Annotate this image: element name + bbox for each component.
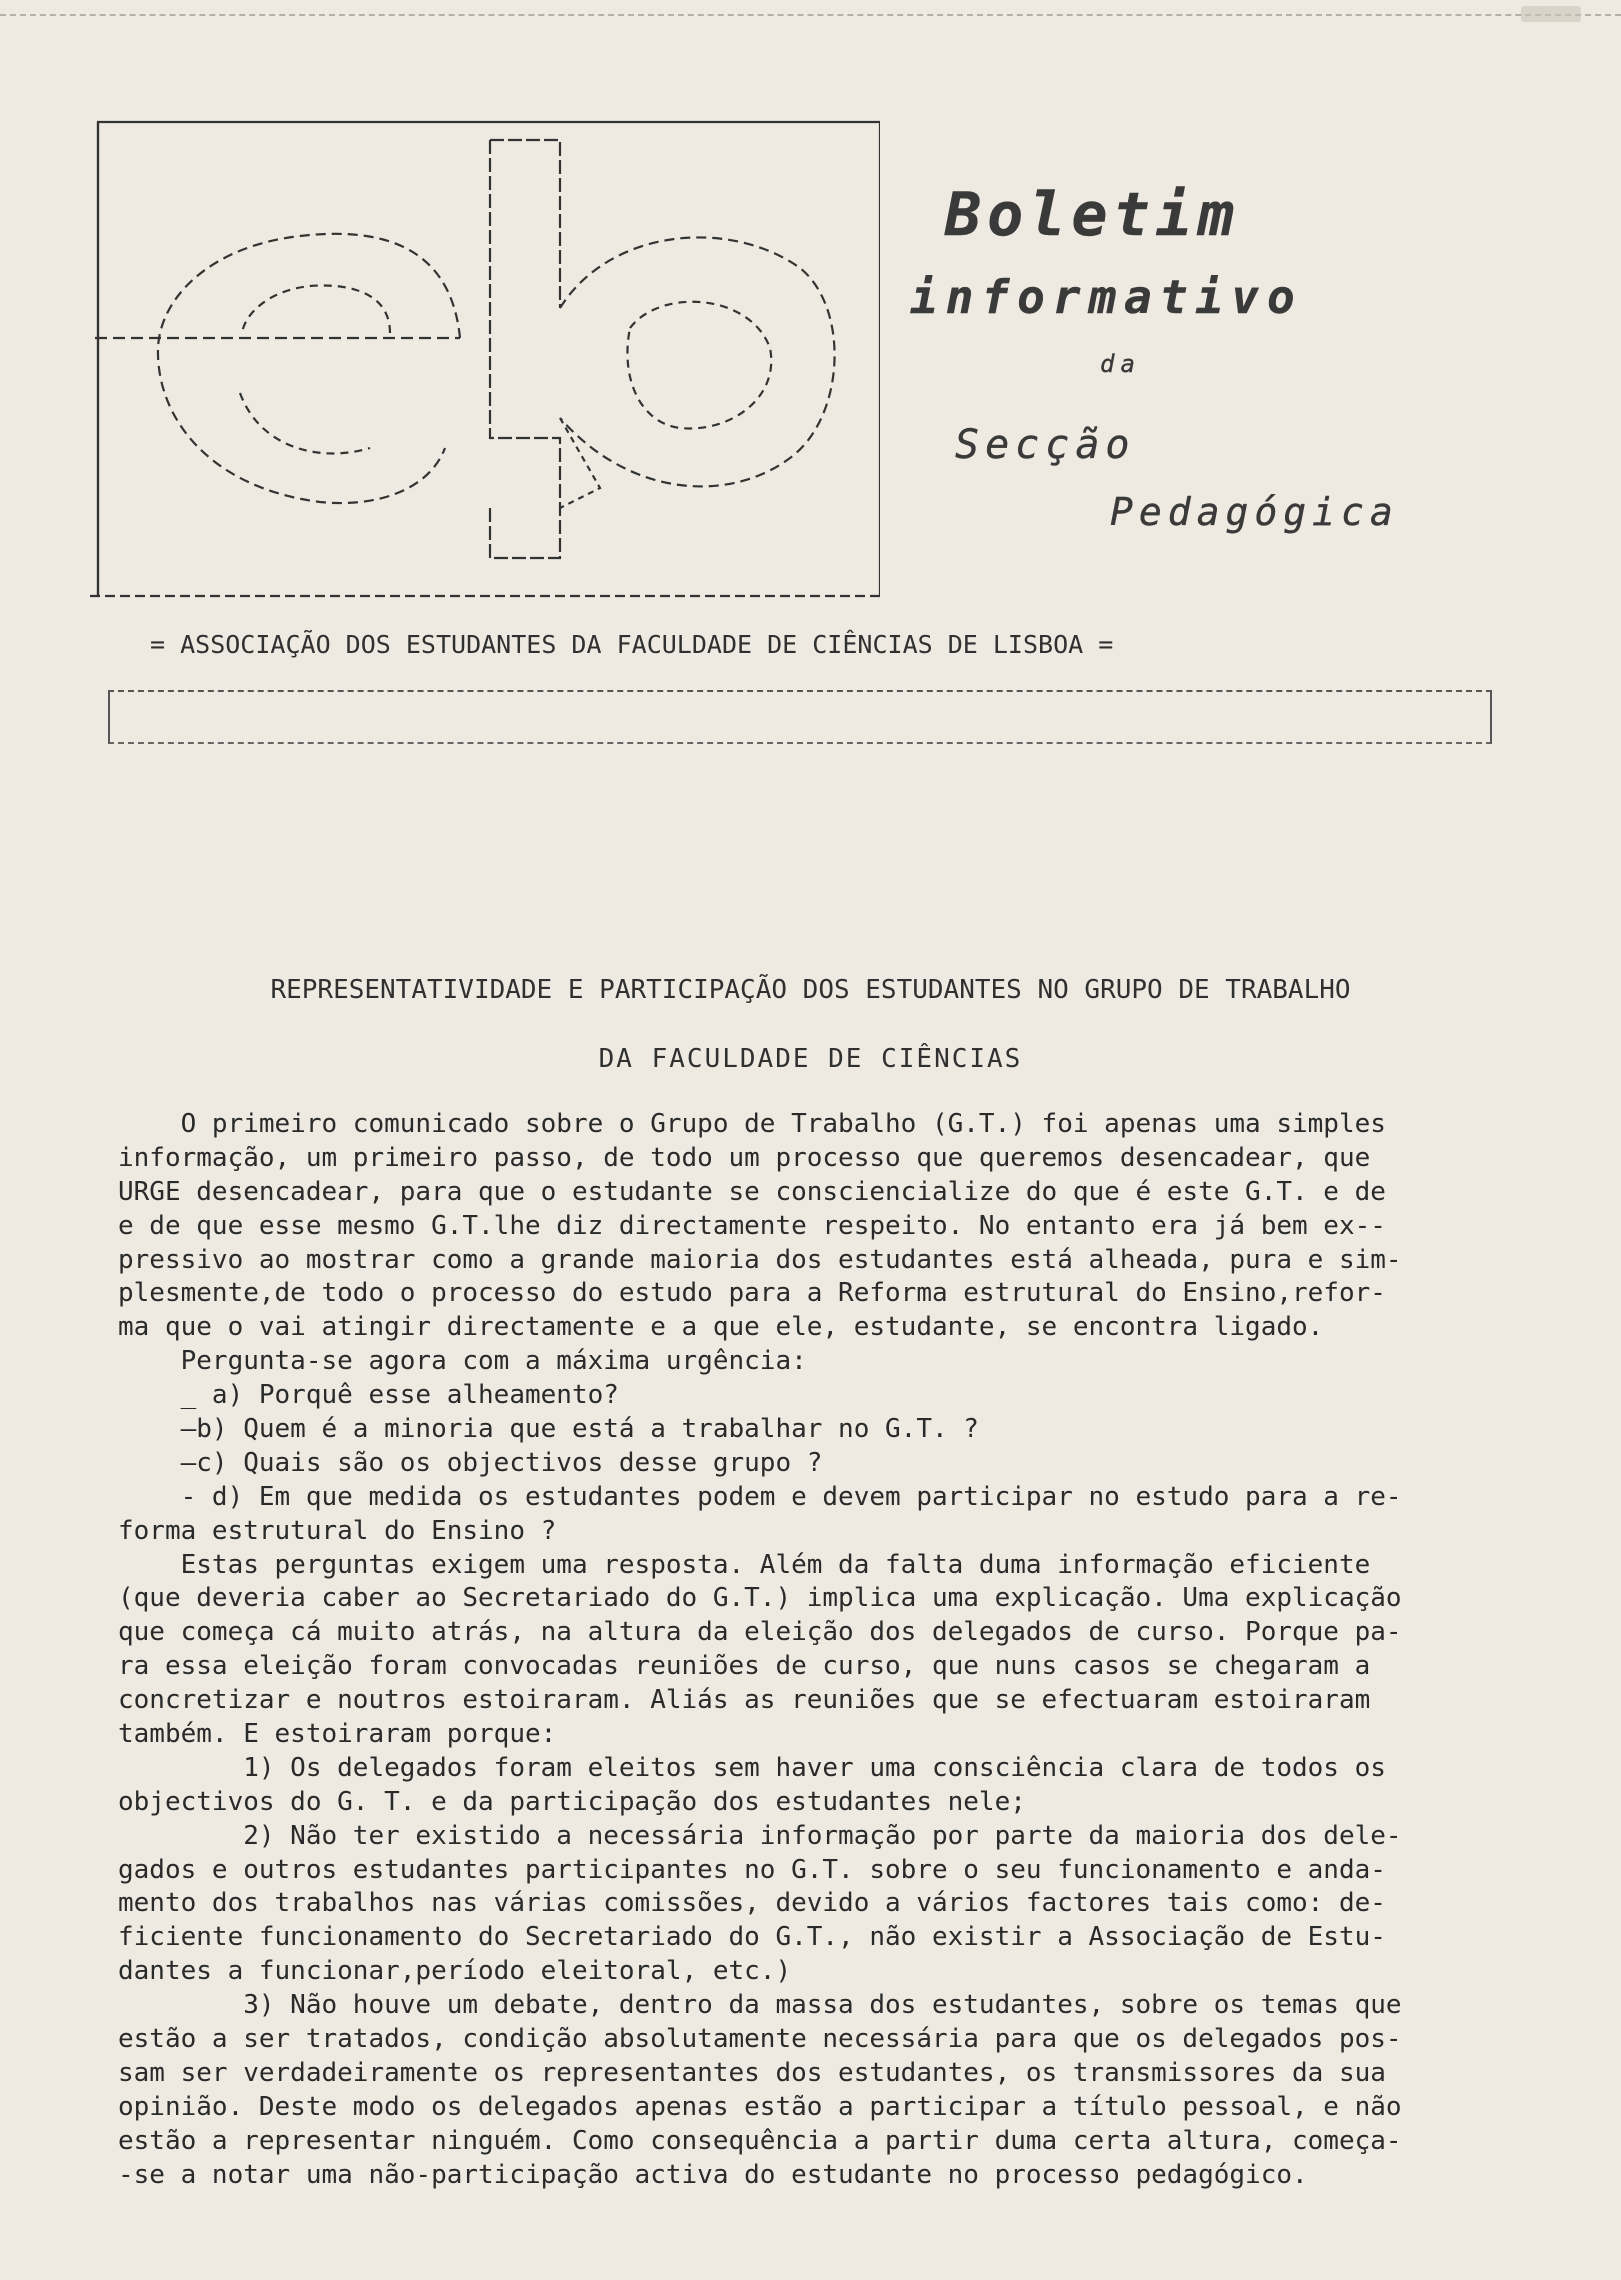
corner-mark <box>1521 6 1581 22</box>
article-subheading: DA FACULDADE DE CIÊNCIAS <box>598 1044 1023 1074</box>
body-line: forma estrutural do Ensino ? <box>118 1515 557 1546</box>
body-line: 2) Não ter existido a necessária informação por parte da maioria dos dele- <box>118 1820 1402 1851</box>
body-line: também. E estoiraram porque: <box>118 1719 557 1750</box>
body-line: sam ser verdadeiramente os representantes dos estudantes, os transmissores da sua <box>118 2057 1386 2088</box>
body-line: - d) Em que medida os estudantes podem e devem participar no estudo para a re- <box>118 1481 1402 1512</box>
body-line: -se a notar uma não-participação activa do estudante no processo pedagógico. <box>118 2159 1308 2190</box>
body-line: ma que o vai atingir directamente e a que ele, estudante, se encontra ligado. <box>118 1312 1324 1343</box>
masthead-line-5: Pedagógica <box>1110 490 1399 534</box>
body-line: _ a) Porquê esse alheamento? <box>118 1380 619 1411</box>
body-line: URGE desencadear, para que o estudante se consciencialize do que é este G.T. e de <box>118 1176 1386 1207</box>
body-line: opinião. Deste modo os delegados apenas estão a participar a título pessoal, e não <box>118 2091 1402 2122</box>
article-heading: REPRESENTATIVIDADE E PARTICIPAÇÃO DOS ESTUDANTES NO GRUPO DE TRABALHO <box>270 975 1351 1005</box>
body-line: dantes a funcionar,período eleitoral, etc.) <box>118 1956 792 1987</box>
body-line: Pergunta-se agora com a máxima urgência: <box>118 1346 807 1377</box>
article-body <box>118 1108 1518 2193</box>
association-title: = ASSOCIAÇÃO DOS ESTUDANTES DA FACULDADE DE CIÊNCIAS DE LISBOA = <box>150 630 1114 659</box>
body-line: estão a ser tratados, condição absolutamente necessária para que os delegados pos- <box>118 2024 1402 2055</box>
body-line: que começa cá muito atrás, na altura da eleição dos delegados de curso. Porque pa- <box>118 1617 1402 1648</box>
masthead-line-1: Boletim <box>945 180 1240 250</box>
masthead-line-4: Secção <box>955 422 1136 468</box>
masthead-line-2: informativo <box>910 270 1303 324</box>
body-line: —c) Quais são os objectivos desse grupo ? <box>118 1447 823 1478</box>
body-line: ra essa eleição foram convocadas reuniões de curso, que nuns casos se chegaram a <box>118 1651 1371 1682</box>
masthead-title <box>900 160 1460 560</box>
body-line: gados e outros estudantes participantes no G.T. sobre o seu funcionamento e anda- <box>118 1854 1386 1885</box>
body-line: (que deveria caber ao Secretariado do G.T.) implica uma explicação. Uma explicação <box>118 1583 1402 1614</box>
body-line: 1) Os delegados foram eleitos sem haver uma consciência clara de todos os <box>118 1752 1386 1783</box>
body-line: informação, um primeiro passo, de todo um processo que queremos desencadear, que <box>118 1142 1371 1173</box>
body-line: objectivos do G. T. e da participação dos estudantes nele; <box>118 1786 1026 1817</box>
body-line: mento dos trabalhos nas várias comissões, devido a vários factores tais como: de- <box>118 1888 1386 1919</box>
body-line: —b) Quem é a minoria que está a trabalhar no G.T. ? <box>118 1414 979 1445</box>
top-edge-rule <box>0 14 1621 16</box>
body-line: 3) Não houve um debate, dentro da massa dos estudantes, sobre os temas que <box>118 1990 1402 2021</box>
body-line: e de que esse mesmo G.T.lhe diz directamente respeito. No entanto era já bem ex-- <box>118 1210 1386 1241</box>
body-line: concretizar e noutros estoiraram. Aliás as reuniões que se efectuaram estoiraram <box>118 1685 1371 1716</box>
body-line: Estas perguntas exigem uma resposta. Além da falta duma informação eficiente <box>118 1549 1371 1580</box>
body-line: ficiente funcionamento do Secretariado do G.T., não existir a Associação de Estu- <box>118 1922 1386 1953</box>
separator-box <box>108 690 1492 744</box>
association-logo <box>90 118 880 598</box>
body-line: pressivo ao mostrar como a grande maioria dos estudantes está alheada, pura e sim- <box>118 1244 1402 1275</box>
body-line: plesmente,de todo o processo do estudo para a Reforma estrutural do Ensino,refor- <box>118 1278 1386 1309</box>
body-line: estão a representar ninguém. Como consequência a partir duma certa altura, começa- <box>118 2125 1402 2156</box>
masthead-line-3: da <box>1100 350 1141 378</box>
body-line: O primeiro comunicado sobre o Grupo de Trabalho (G.T.) foi apenas uma simples <box>118 1109 1386 1139</box>
